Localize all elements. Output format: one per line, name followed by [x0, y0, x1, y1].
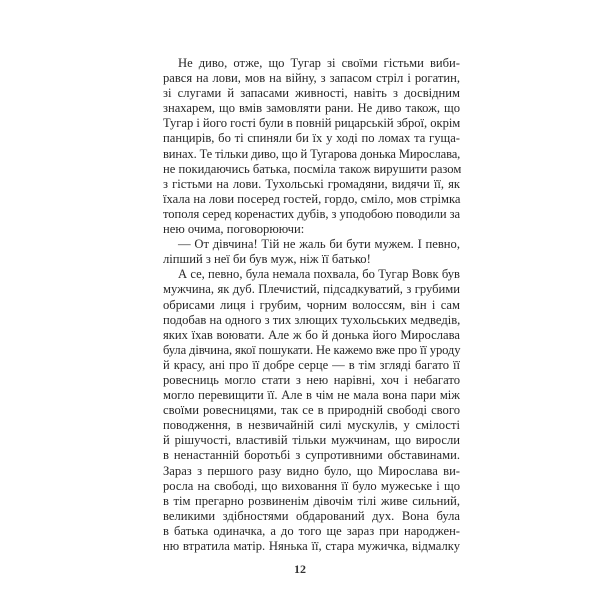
text-line: — От дівчина! Тій не жаль би бути мужем. І певно, [178, 237, 460, 252]
text-line: в тім прегарно розвиненім дівочім тілі живе сильний, [163, 493, 460, 508]
text-line: зі слугами й запасами живності, навіть з досвідним [163, 86, 460, 101]
text-line: не покидаючись батька, посміла також вирушити разом [163, 161, 462, 176]
text-line: своїми ровесницями, так се в природній свободі свого [163, 403, 460, 418]
text-line: мужчина, як дуб. Плечистий, підсадкуватий, з грубими [163, 282, 460, 297]
text-line: тополя серед коренастих дубів, з уподобою поводили за [163, 206, 461, 221]
text-line: в батька одиначка, а до того ще зараз при народжен- [163, 523, 460, 538]
text-line: ровесниць могло стати з нею нарівні, хоч і небагато [163, 372, 460, 387]
text-line: подобав на одного з тих злющих тухольських медведів, [163, 312, 461, 327]
text-line: в ненастанній боротьбі з супротивними обставинами. [163, 448, 460, 463]
text-line: винах. Те тільки диво, що й Тугарова донька Мирослава, [163, 146, 461, 161]
text-line: панцирів, бо ті спиняли би їх у ході по ломах та гуща- [163, 131, 460, 146]
text-line: Зараз з першого разу видно було, що Мирослава ви- [163, 463, 460, 478]
text-line: з гістьми на лови. Тухольські громадяни, видячи її, як [163, 176, 460, 191]
text-line: поводження, в незвичайній силі мускулів, у смілості [163, 418, 460, 433]
text-line: росла на свободі, що виховання її було мужеське і що [163, 478, 460, 493]
text-line: обрисами лиця і грубим, чорним волоссям, він і сам [163, 297, 460, 312]
text-line: яких їхав воювати. Але ж бо й донька його Мирослава [163, 327, 460, 342]
text-line: нею очима, поговорюючи: [163, 222, 305, 237]
text-line: Тугар і його гості були в повній рицарській зброї, окрім [163, 116, 461, 131]
page-body-text [163, 56, 460, 554]
page-number: 12 [294, 562, 306, 576]
text-line: їхала на лови посеред гостей, гордо, сміло, мов стрімка [163, 191, 461, 206]
text-line: й рішучості, властивій тільки мужчинам, що виросли [163, 433, 460, 448]
text-line: знахарем, що вмів замовляти рани. Не диво також, що [163, 101, 460, 116]
text-line: була дівчина, якої пошукати. Не кажемо вже про її уроду [163, 342, 461, 357]
text-line: могло перевищити її. Але в чім не мала вона пари між [163, 388, 460, 403]
text-line: ліпший з неї би був муж, ніж її батько! [163, 252, 371, 267]
text-line: великими здібностями обдарований дух. Вона була [163, 508, 460, 523]
text-line: ню втратила матір. Нянька її, стара мужичка, відмалку [163, 539, 460, 553]
text-line: рався на лови, мов на війну, з запасом стріл і рогатин, [163, 71, 460, 86]
text-line: Не диво, отже, що Тугар зі своїми гістьми виби- [178, 56, 460, 70]
text-line: й красу, ані про її добре серце — в тім згляді багато її [163, 357, 460, 372]
text-line: А се, певно, була немала похвала, бо Тугар Вовк був [178, 267, 460, 282]
